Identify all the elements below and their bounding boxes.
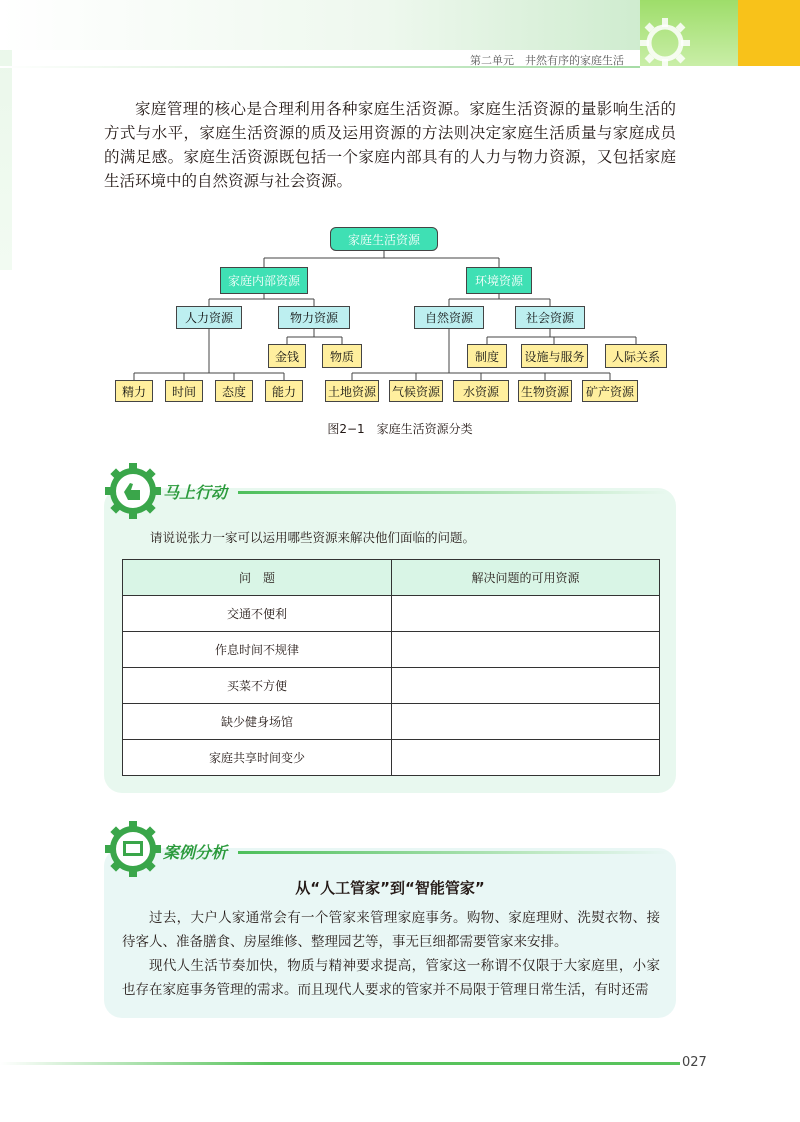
figure-caption: 图2−1 家庭生活资源分类	[327, 422, 473, 436]
node-internal: 家庭内部资源	[220, 267, 308, 294]
table-row	[123, 740, 660, 776]
case-title-rule	[238, 851, 668, 854]
gear-hand-icon	[104, 462, 162, 520]
case-heading: 从“人工管家”到“智能管家”	[295, 879, 485, 897]
node-goods: 物质	[322, 344, 362, 368]
node-attitude: 态度	[215, 380, 253, 402]
node-climate: 气候资源	[389, 380, 443, 402]
node-money: 金钱	[268, 344, 306, 368]
problem-cell: 作息时间不规律	[123, 632, 392, 668]
node-social: 社会资源	[515, 306, 585, 329]
node-human: 人力资源	[176, 306, 242, 329]
node-ability: 能力	[265, 380, 303, 402]
intro-paragraph: 家庭管理的核心是合理利用各种家庭生活资源。家庭生活资源的量影响生活的方式与水平，家庭生活资源的质及运用资源的方法则决定家庭生活质量与家庭成员的满足感。家庭生活资源既包括一个家庭内部具有的人力与物力资源，又包括家庭生活环境中的自然资源与社会资源。	[104, 100, 676, 190]
node-natural: 自然资源	[414, 306, 484, 329]
diagram-connectors	[0, 0, 800, 420]
col-problem: 问 题	[123, 560, 392, 596]
action-prompt: 请说说张力一家可以运用哪些资源来解决他们面临的问题。	[150, 530, 476, 545]
table-header-row	[123, 560, 660, 596]
node-root: 家庭生活资源	[330, 227, 438, 251]
col-resource: 解决问题的可用资源	[392, 560, 660, 596]
answer-cell[interactable]	[392, 632, 660, 668]
problem-cell: 交通不便利	[123, 596, 392, 632]
answer-cell[interactable]	[392, 668, 660, 704]
answer-cell[interactable]	[392, 596, 660, 632]
node-water: 水资源	[453, 380, 509, 402]
problem-cell: 买菜不方便	[123, 668, 392, 704]
action-title-rule	[238, 491, 668, 494]
node-land: 土地资源	[325, 380, 379, 402]
node-time: 时间	[165, 380, 203, 402]
resource-table	[122, 559, 660, 776]
case-paragraph-1: 过去，大户人家通常会有一个管家来管理家庭事务。购物、家庭理财、洗熨衣物、接待客人、准备膳食、房屋维修、整理园艺等，事无巨细都需要管家来安排。	[122, 910, 660, 950]
node-mineral: 矿产资源	[582, 380, 638, 402]
node-facilities: 设施与服务	[521, 344, 588, 368]
node-energy: 精力	[115, 380, 153, 402]
gear-book-icon	[104, 820, 162, 878]
footer-rule	[0, 1062, 680, 1065]
node-material: 物力资源	[278, 306, 350, 329]
table-row	[123, 668, 660, 704]
node-relations: 人际关系	[605, 344, 667, 368]
page-number: 027	[682, 1055, 707, 1070]
node-biological: 生物资源	[518, 380, 572, 402]
table-row	[123, 632, 660, 668]
node-system: 制度	[467, 344, 507, 368]
node-environment: 环境资源	[466, 267, 532, 294]
unit-title: 第二单元 井然有序的家庭生活	[470, 54, 624, 67]
problem-cell: 家庭共享时间变少	[123, 740, 392, 776]
action-title: 马上行动	[163, 483, 228, 502]
case-title: 案例分析	[163, 843, 228, 862]
case-text	[122, 906, 660, 1002]
answer-cell[interactable]	[392, 740, 660, 776]
answer-cell[interactable]	[392, 704, 660, 740]
table-row	[123, 704, 660, 740]
table-row	[123, 596, 660, 632]
problem-cell: 缺少健身场馆	[123, 704, 392, 740]
case-paragraph-2: 现代人生活节奏加快，物质与精神要求提高，管家这一称谓不仅限于大家庭里，小家也存在家庭事务管理的需求。而且现代人要求的管家并不局限于管理日常生活，有时还需	[122, 958, 660, 998]
